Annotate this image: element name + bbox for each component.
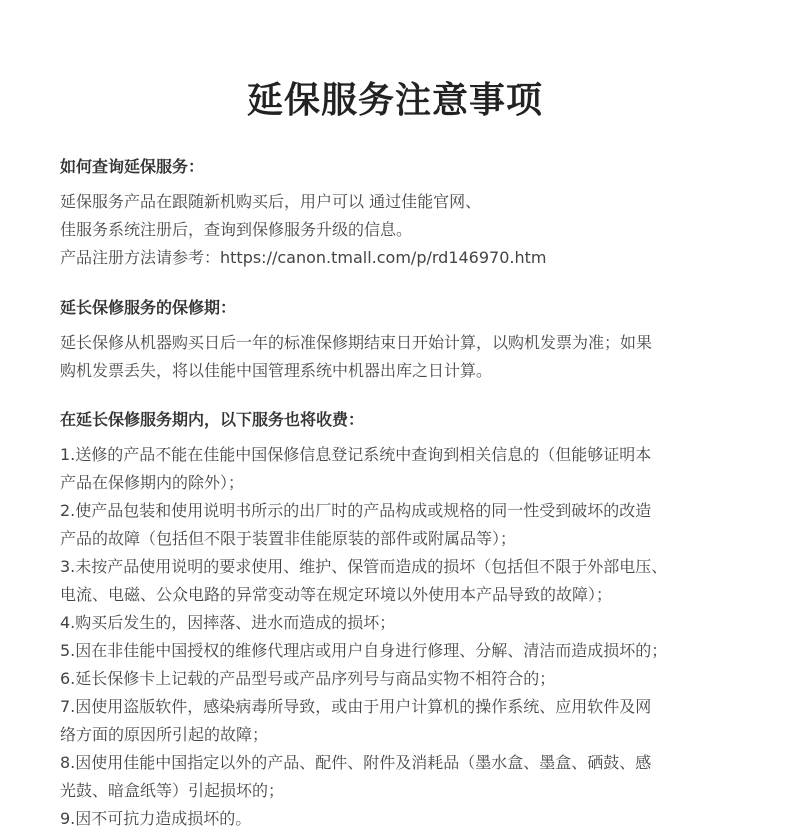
charges-line-1: 1.送修的产品不能在佳能中国保修信息登记系统中查询到相关信息的（但能够证明本 bbox=[60, 445, 652, 464]
charges-line-8: 5.因在非佳能中国授权的维修代理店或用户自身进行修理、分解、清洁而造成损坏的； bbox=[60, 641, 668, 660]
charges-line-14: 9.因不可抗力造成损坏的。 bbox=[60, 809, 252, 828]
charges-line-2: 产品在保修期内的除外）； bbox=[60, 473, 245, 492]
charges-line-10: 7.因使用盗版软件，感染病毒所导致，或由于用户计算机的操作系统、应用软件及网 bbox=[60, 697, 652, 716]
charges-line-12: 8.因使用佳能中国指定以外的产品、配件、附件及消耗品（墨水盒、墨盒、硒鼓、感 bbox=[60, 753, 652, 772]
section-period-line-1: 延长保修从机器购买日后一年的标准保修期结束日开始计算，以购机发票为准；如果 bbox=[60, 333, 653, 352]
charges-line-9: 6.延长保修卡上记载的产品型号或产品序列号与商品实物不相符合的； bbox=[60, 669, 556, 688]
section-heading-query: 如何查询延保服务： bbox=[60, 157, 205, 176]
section-heading-period: 延长保修服务的保修期： bbox=[60, 298, 237, 317]
section-query-line-2: 佳服务系统注册后，查询到保修服务升级的信息。 bbox=[60, 220, 413, 239]
charges-line-11: 络方面的原因所引起的故障； bbox=[60, 725, 269, 744]
charges-line-5: 3.未按产品使用说明的要求使用、维护、保管而造成的损坏（包括但不限于外部电压、 bbox=[60, 557, 668, 576]
section-query-line-1: 延保服务产品在跟随新机购买后，用户可以 通过佳能官网、 bbox=[60, 192, 482, 211]
charges-line-13: 光鼓、暗盒纸等）引起损坏的； bbox=[60, 781, 285, 800]
charges-line-3: 2.使产品包装和使用说明书所示的出厂时的产品构成或规格的同一性受到破坏的改造 bbox=[60, 501, 652, 520]
charges-line-7: 4.购买后发生的，因摔落、进水而造成的损坏； bbox=[60, 613, 396, 632]
section-query-line-3: 产品注册方法请参考：https://canon.tmall.com/p/rd146970.htm bbox=[60, 248, 547, 267]
charges-line-6: 电流、电磁、公众电路的异常变动等在规定环境以外使用本产品导致的故障）； bbox=[60, 585, 613, 604]
section-heading-charges: 在延长保修服务期内，以下服务也将收费： bbox=[60, 410, 365, 429]
charges-line-4: 产品的故障（包括但不限于装置非佳能原装的部件或附属品等）； bbox=[60, 529, 517, 548]
page-title: 延保服务注意事项 bbox=[246, 80, 543, 121]
section-period-line-2: 购机发票丢失，将以佳能中国管理系统中机器出库之日计算。 bbox=[60, 361, 493, 380]
